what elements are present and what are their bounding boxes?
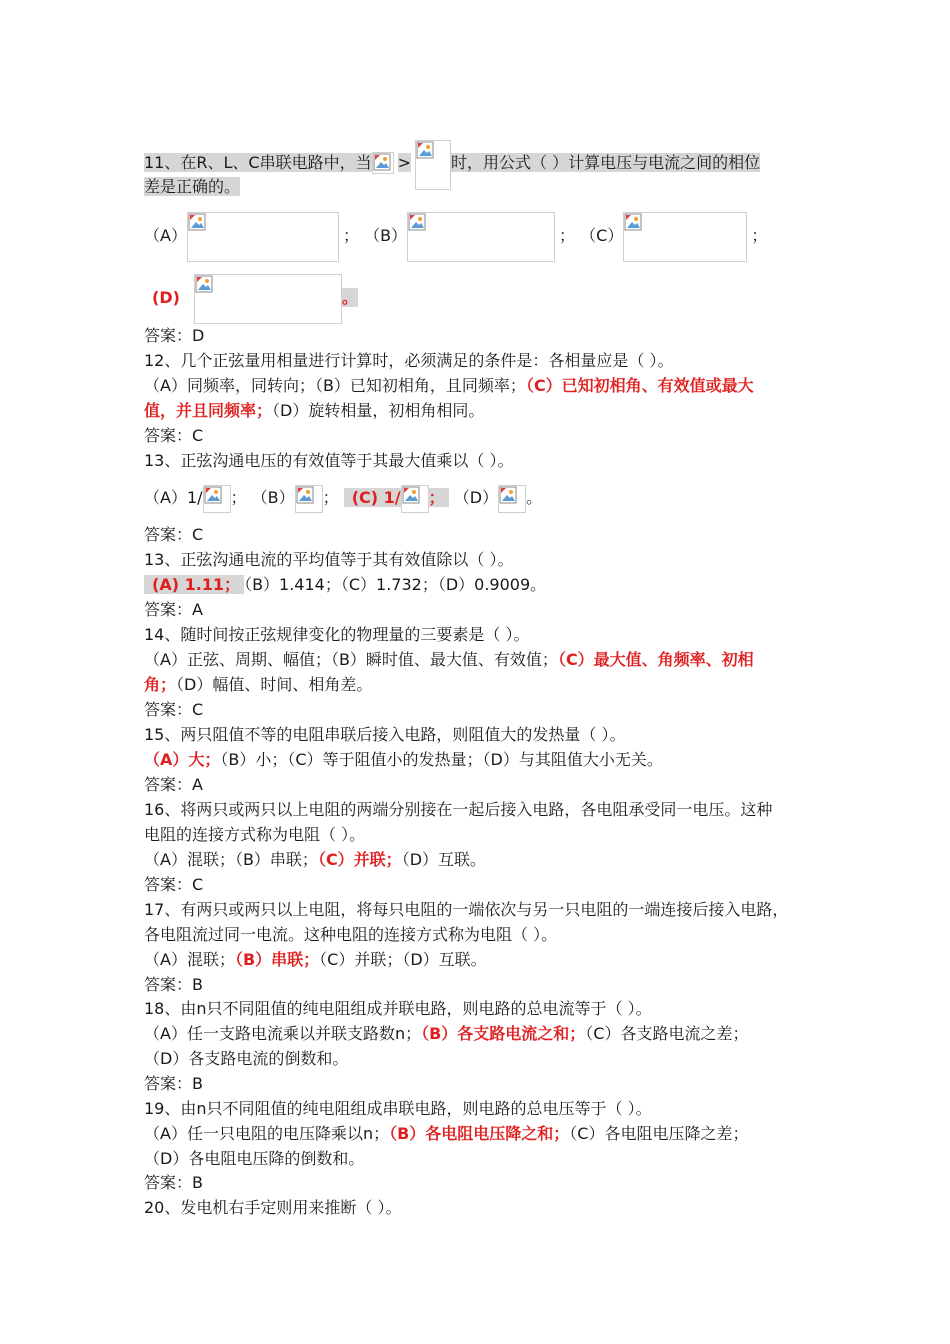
q17-stem-line1: 17、有两只或两只以上电阻，将每只电阻的一端依次与另一只电阻的一端连接后接入电路， — [144, 900, 789, 919]
q11-stem-part1: 11、在R、L、C串联电路中，当 — [144, 152, 372, 172]
broken-image-icon — [401, 485, 429, 513]
q17-opt-b: （B）串联； — [234, 950, 320, 969]
q19-opt-b: （B）各电阻电压降之和； — [389, 1124, 570, 1143]
q14-opt-c-part2: 角； — [144, 675, 177, 694]
q11-answer: 答案：D — [144, 326, 205, 345]
q18-opt-c: （C）各支路电流之差； — [585, 1024, 749, 1043]
q13a-opt-c: (C) 1/ — [344, 488, 401, 507]
q13b-opt-a: (A) 1.11； — [144, 575, 244, 594]
q18-opt-a: （A）任一支路电流乘以并联支路数n； — [144, 1024, 422, 1043]
q11-gt: > — [397, 152, 411, 172]
q11-end: 。 — [341, 288, 358, 307]
broken-image-icon — [194, 274, 342, 324]
q18-opt-b: （B）各支路电流之和； — [421, 1024, 586, 1043]
q11-opt-d-label: (D) — [152, 288, 180, 307]
q13a-opt-d: （D） — [453, 488, 499, 507]
q13a-opt-b: （B） — [251, 488, 295, 507]
q15-stem: 15、两只阻值不等的电阻串联后接入电路，则阻值大的发热量（ ）。 — [144, 725, 626, 744]
q19-options-line2: （D）各电阻电压降的倒数和。 — [144, 1149, 365, 1168]
q13b-stem: 13、正弦沟通电流的平均值等于其有效值除以（ ）。 — [144, 550, 514, 569]
broken-image-icon — [295, 485, 323, 513]
q13b-opt-rest: （B）1.414；（C）1.732；（D）0.9009。 — [244, 575, 547, 594]
q14-options-line1 — [144, 648, 814, 672]
q16-opt-ab: （A）混联；（B）串联； — [144, 850, 318, 869]
q13a-opt-a: （A）1/ — [144, 488, 203, 507]
q14-opt-ab: （A）正弦、周期、幅值；（B）瞬时值、最大值、有效值； — [144, 650, 558, 669]
q13a-sep: ； — [429, 488, 449, 507]
q15-options — [144, 748, 814, 772]
q14-opt-d: （D）幅值、时间、相角差。 — [176, 675, 373, 694]
q15-opt-rest: （B）小；（C）等于阻值小的发热量；（D）与其阻值大小无关。 — [220, 750, 663, 769]
q18-options-line1 — [144, 1022, 814, 1046]
q17-options — [144, 948, 814, 972]
q16-stem-line2: 电阻的连接方式称为电阻（ ）。 — [144, 825, 366, 844]
q12-options-line1 — [144, 374, 814, 398]
q11-line1 — [144, 138, 814, 172]
q11-option-d — [144, 272, 814, 324]
q19-opt-a: （A）任一只电阻的电压降乘以n； — [144, 1124, 390, 1143]
broken-image-icon — [203, 485, 231, 513]
q12-opt-d: （D）旋转相量，初相角相同。 — [272, 401, 485, 420]
q13a-end: 。 — [526, 488, 543, 507]
q19-options-line1 — [144, 1122, 814, 1146]
q12-options-line2 — [144, 399, 814, 423]
q18-options-line2: （D）各支路电流的倒数和。 — [144, 1049, 349, 1068]
q13b-options — [144, 573, 814, 597]
q18-answer: 答案：B — [144, 1074, 203, 1093]
q17-stem-line2: 各电阻流过同一电流。这种电阻的连接方式称为电阻（ ）。 — [144, 925, 558, 944]
q11-opt-b-label: （B） — [364, 226, 408, 245]
q14-opt-c-part1: （C）最大值、角频率、初相 — [557, 650, 754, 669]
q12-stem: 12、几个正弦量用相量进行计算时，必须满足的条件是：各相量应是（ ）。 — [144, 351, 674, 370]
q14-answer: 答案：C — [144, 700, 204, 719]
q11-stem-part3: 差是正确的。 — [144, 177, 241, 196]
q13a-sep: ； — [322, 488, 339, 507]
q11-sep: ； — [342, 226, 359, 245]
q20-stem: 20、发电机右手定则用来推断（ ）。 — [144, 1198, 402, 1217]
q11-opt-a-label: （A） — [144, 226, 187, 245]
q19-opt-c: （C）各电阻电压降之差； — [569, 1124, 749, 1143]
q19-answer: 答案：B — [144, 1173, 203, 1192]
q16-opt-d: （D）互联。 — [401, 850, 487, 869]
q13a-options — [144, 484, 814, 512]
q18-stem: 18、由n只不同阻值的纯电阻组成并联电路，则电路的总电流等于（ ）。 — [144, 999, 652, 1018]
q16-answer: 答案：C — [144, 875, 204, 894]
q11-options-abc — [144, 210, 814, 262]
q16-opt-c: （C）并联； — [317, 850, 402, 869]
q17-opt-a: （A）混联； — [144, 950, 235, 969]
q11-stem-part2: 时，用公式（ ）计算电压与电流之间的相位 — [450, 152, 761, 172]
q12-opt-ab: （A）同频率，同转向；（B）已知初相角，且同频率； — [144, 376, 526, 395]
broken-image-icon — [372, 152, 394, 174]
q13a-answer: 答案：C — [144, 525, 204, 544]
broken-image-icon — [187, 212, 339, 262]
q13b-answer: 答案：A — [144, 600, 203, 619]
q11-sep: ； — [559, 226, 576, 245]
broken-image-icon — [407, 212, 555, 262]
q13a-stem: 13、正弦沟通电压的有效值等于其最大值乘以（ ）。 — [144, 451, 514, 470]
q14-stem: 14、随时间按正弦规律变化的物理量的三要素是（ ）。 — [144, 625, 530, 644]
q17-opt-rest: （C）并联；（D）互联。 — [319, 950, 487, 969]
q16-stem-line1: 16、将两只或两只以上电阻的两端分别接在一起后接入电路，各电阻承受同一电压。这种 — [144, 800, 773, 819]
q17-answer: 答案：B — [144, 975, 203, 994]
broken-image-icon — [498, 485, 526, 513]
q12-opt-c-part1: （C）已知初相角、有效值或最大 — [525, 376, 754, 395]
q14-options-line2 — [144, 673, 814, 697]
q11-sep: ； — [751, 226, 768, 245]
q11-opt-c-label: （C） — [580, 226, 624, 245]
q11-line2 — [144, 175, 814, 199]
q13a-sep: ； — [230, 488, 247, 507]
broken-image-icon — [623, 212, 747, 262]
q16-options — [144, 848, 814, 872]
q15-opt-a: （A）大； — [144, 750, 221, 769]
q15-answer: 答案：A — [144, 775, 203, 794]
q12-opt-c-part2: 值，并且同频率； — [144, 401, 273, 420]
q12-answer: 答案：C — [144, 426, 204, 445]
q19-stem: 19、由n只不同阻值的纯电阻组成串联电路，则电路的总电压等于（ ）。 — [144, 1099, 652, 1118]
